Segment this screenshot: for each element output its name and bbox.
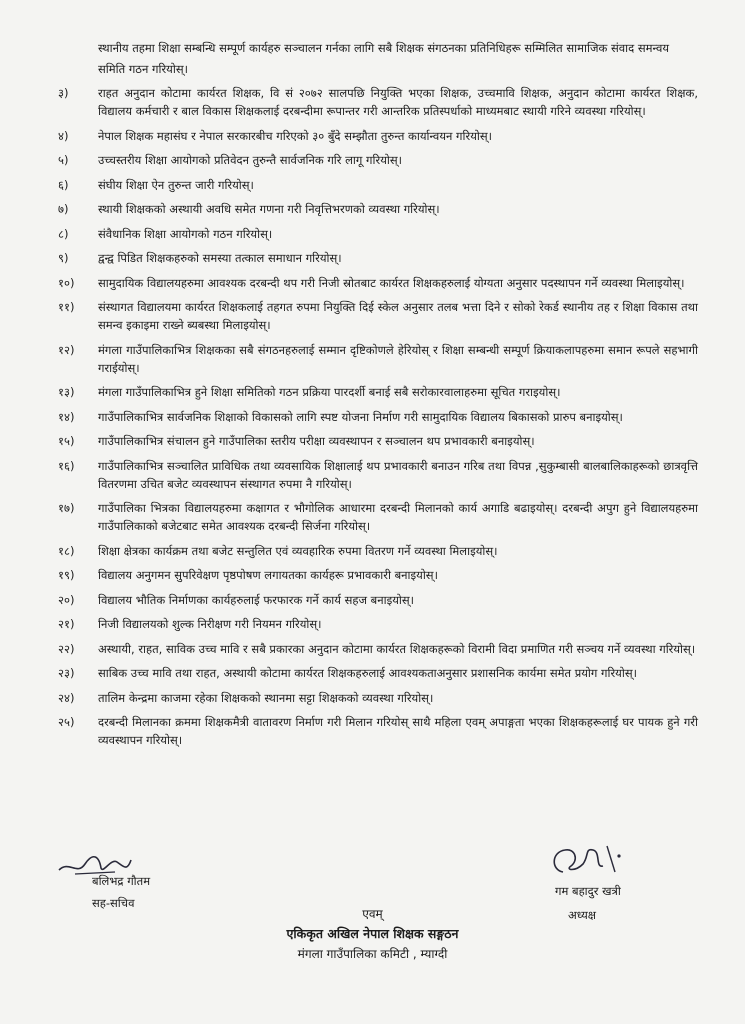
list-item xyxy=(58,84,698,120)
item-number: ८) xyxy=(58,226,69,241)
item-text: संघीय शिक्षा ऐन तुरुन्त जारी गरियोस्। xyxy=(98,177,254,192)
item-number: ५) xyxy=(58,153,69,167)
list-item xyxy=(58,225,698,243)
item-number: ११) xyxy=(58,300,75,314)
signatory-left-name: बलिभद्र गौतम xyxy=(92,874,151,888)
signature-right-scribble xyxy=(545,842,625,882)
item-number: २०) xyxy=(58,592,75,607)
footer-organization: एकिकृत अखिल नेपाल शिक्षक सङ्गठन xyxy=(286,926,459,941)
item-text: निजी विद्यालयको शुल्क निरीक्षण गरी नियमन गरियोस्। xyxy=(98,617,322,631)
item-text: मंगला गाउँपालिकाभित्र हुने शिक्षा समितिको गठन प्रक्रिया पारदर्शी बनाई सबै सरोकारवालाहरुमा सूचित गराइयोस्। xyxy=(98,385,561,399)
item-number: २५) xyxy=(58,715,75,729)
list-item xyxy=(58,151,698,169)
demand-list xyxy=(58,84,698,756)
list-item xyxy=(58,591,698,609)
signatory-right-title: अध्यक्ष xyxy=(568,908,597,922)
item-text: विद्यालय अनुगमन सुपरिवेक्षण पृष्ठपोषण लगायतका कार्यहरू प्रभावकारी बनाइयोस्। xyxy=(98,568,438,582)
item-number: २४) xyxy=(58,690,75,705)
item-text: विद्यालय भौतिक निर्माणका कार्यहरुलाई फरफारक गर्ने कार्य सहज बनाइयोस्। xyxy=(98,592,415,607)
item-number: ७) xyxy=(58,202,69,216)
item-number: १२) xyxy=(58,342,75,357)
list-item xyxy=(58,274,698,292)
list-item xyxy=(58,664,698,682)
item-text: शिक्षा क्षेत्रका कार्यक्रम तथा बजेट सन्तुलित एवं व्यवहारिक रुपमा वितरण गर्ने व्यवस्था मिलाइयोस्। xyxy=(98,543,498,558)
list-item xyxy=(58,383,698,401)
item-text: गाउँपालिकाभित्र संचालन हुने गाउँपालिका स्तरीय परीक्षा व्यवस्थापन र सञ्चालन थप प्रभावकारी बनाइयोस्। xyxy=(98,434,535,448)
signatory-right-name: गम बहादुर खत्री xyxy=(555,884,621,898)
list-item xyxy=(58,615,698,633)
item-number: ६) xyxy=(58,177,69,192)
item-text: सामुदायिक विद्यालयहरुमा आवश्यक दरबन्दी थप गरी निजी स्रोतबाट कार्यरत शिक्षकहरुलाई योग्यता अनुसार पदस्थापन गर्ने व्यवस्था मिलाइयोस्। xyxy=(98,275,685,290)
item-text: संवैधानिक शिक्षा आयोगको गठन गरियोस्। xyxy=(98,226,273,241)
item-text: नेपाल शिक्षक महासंघ र नेपाल सरकारबीच गरिएको ३० बुँदे सम्झौता तुरुन्त कार्यान्वयन गरियोस्। xyxy=(98,128,492,143)
item-number: १४) xyxy=(58,409,75,424)
item-number: १७) xyxy=(58,501,75,515)
list-item xyxy=(58,408,698,426)
item-text: मंगला गाउँपालिकाभित्र शिक्षकका सबै संगठनहरुलाई सम्मान दृष्टिकोणले हेरियोस् र शिक्षा सम्बन्धी सम्पूर्ण क्रियाकलापहरुमा समान रूपले सहभागी गराईयोस्। xyxy=(98,342,698,375)
item-number: ९) xyxy=(58,251,69,265)
item-text: उच्चस्तरीय शिक्षा आयोगको प्रतिवेदन तुरुन्तै सार्वजनिक गरि लागू गरियोस्। xyxy=(98,153,402,167)
list-item xyxy=(58,176,698,194)
item-number: १८) xyxy=(58,543,75,558)
intro-paragraph: स्थानीय तहमा शिक्षा सम्बन्धि सम्पूर्ण कार्यहरु सञ्चालन गर्नका लागि सबै शिक्षक संगठनका प्रतिनिधिहरू सम्मिलित सामाजिक संवाद समन्वय समिति गठन गरियोस्। xyxy=(98,41,670,76)
list-item xyxy=(58,566,698,584)
list-item xyxy=(58,432,698,450)
item-text: स्थायी शिक्षकको अस्थायी अवधि समेत गणना गरी निवृत्तिभरणको व्यवस्था गरियोस्। xyxy=(98,202,440,216)
item-text: तालिम केन्द्रमा काजमा रहेका शिक्षकको स्थानमा सट्टा शिक्षकको व्यवस्था गरियोस्। xyxy=(98,690,434,705)
item-number: ३) xyxy=(58,86,69,100)
list-item xyxy=(58,298,698,334)
item-number: ४) xyxy=(58,128,69,143)
list-item xyxy=(58,341,698,377)
signatory-left-title: सह-सचिव xyxy=(92,896,135,910)
item-text: अस्थायी, राहत, साविक उच्च मावि र सबै प्रकारका अनुदान कोटामा कार्यरत शिक्षकहरूको विरामी विदा प्रमाणित गरी सञ्चय गर्ने व्यवस्था गरियोस्। xyxy=(98,641,696,656)
list-item xyxy=(58,499,698,535)
item-text: द्वन्द्व पिडित शिक्षकहरुको समस्या तत्काल समाधान गरियोस्। xyxy=(98,251,342,265)
item-text: संस्थागत विद्यालयमा कार्यरत शिक्षकलाई तहगत रुपमा नियुक्ति दिई स्केल अनुसार तलब भत्ता दिने र सोको रेकर्ड स्थानीय तह र शिक्षा विकास तथा समन्व इकाइमा राख्ने ब्यबस्था मिलाइयोस्। xyxy=(98,300,698,332)
list-item xyxy=(58,200,698,218)
list-item xyxy=(58,713,698,749)
item-number: २२) xyxy=(58,641,75,656)
item-number: १५) xyxy=(58,434,75,448)
list-item xyxy=(58,457,698,493)
list-item xyxy=(58,249,698,267)
item-text: साबिक उच्च मावि तथा राहत, अस्थायी कोटामा कार्यरत शिक्षकहरुलाई आवश्यकताअनुसार प्रशासनिक कार्यमा समेत प्रयोग गरियोस्। xyxy=(98,666,637,680)
item-text: गाउँपालिकाभित्र सार्वजनिक शिक्षाको विकासको लागि स्पष्ट योजना निर्माण गरी सामुदायिक विद्यालय बिकासको प्रारुप बनाइयोस्। xyxy=(98,409,623,424)
item-number: १०) xyxy=(58,275,75,290)
list-item xyxy=(58,127,698,145)
footer-committee: मंगला गाउँपालिका कमिटी , म्याग्दी xyxy=(297,947,448,961)
item-text: गाउँपालिकाभित्र सञ्चालित प्राविधिक तथा व्यवसायिक शिक्षालाई थप प्रभावकारी बनाउन गरिब तथा विपन्न ,सुकुम्बासी बालबालिकाहरूको छात्रवृत्ति वितरणमा उचित बजेट व्यवस्थापन संस्थागत रुपमा नै गरियोस्। xyxy=(98,458,698,491)
list-item xyxy=(58,542,698,560)
item-text: दरबन्दी मिलानका क्रममा शिक्षकमैत्री वातावरण निर्माण गरी मिलान गरियोस् साथै महिला एवम् अपाङ्गता भएका शिक्षकहरूलाई घर पायक हुने गरी व्यवस्थापन गरियोस्। xyxy=(98,715,698,747)
footer-conjunction: एवम् xyxy=(362,907,383,921)
item-number: १९) xyxy=(58,568,75,582)
item-text: राहत अनुदान कोटामा कार्यरत शिक्षक, वि सं २०७२ सालपछि नियुक्ति भएका शिक्षक, उच्चमावि शिक्षक, अनुदान कोटामा कार्यरत शिक्षक, विद्यालय कर्मचारी र बाल विकास शिक्षकलाई दरबन्दीमा रूपान्तर गरी आन्तरिक प्रतिस्पर्धाको माध्यमबाट स्थायी गरिने व्यवस्था गरियोस्। xyxy=(98,86,698,118)
item-number: १६) xyxy=(58,458,75,473)
item-number: २३) xyxy=(58,666,75,680)
list-item xyxy=(58,689,698,707)
list-item xyxy=(58,640,698,658)
item-number: २१) xyxy=(58,617,75,631)
item-text: गाउँपालिका भित्रका विद्यालयहरुमा कक्षागत र भौगोलिक आधारमा दरबन्दी मिलानको कार्य अगाडि बढाइयोस्। दरबन्दी अपुग हुने विद्यालयहरुमा गाउँपालिकाको बजेटबाट समेत आवश्यक दरबन्दी सिर्जना गरियोस्। xyxy=(98,501,698,533)
item-number: १३) xyxy=(58,385,75,399)
